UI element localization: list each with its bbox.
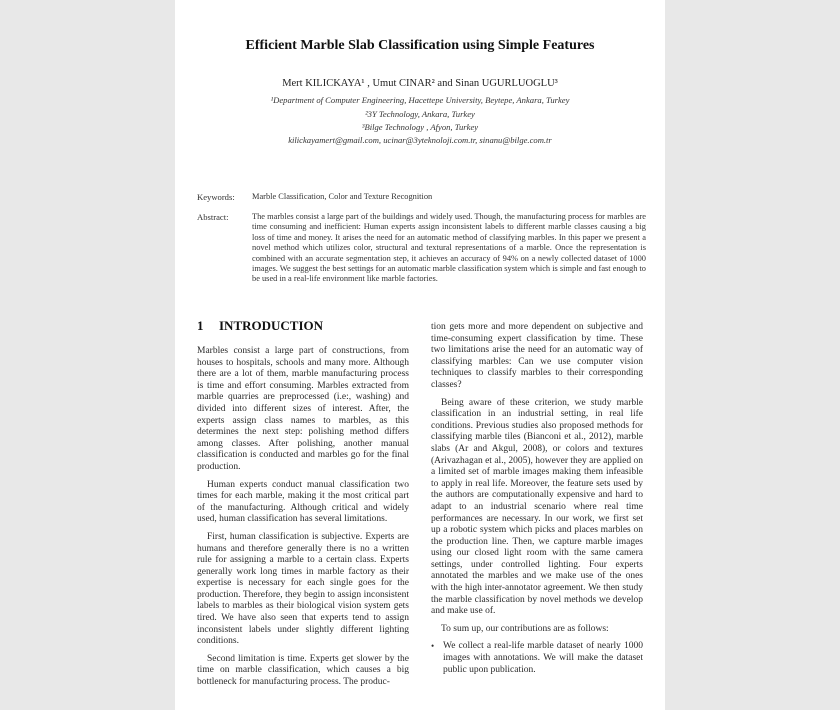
section-title: INTRODUCTION (219, 318, 324, 333)
paragraph: Second limitation is time. Experts get slower by the time on marble classification, which causes a big bottleneck for manufacturing process. The produc- (197, 653, 409, 688)
paragraph: tion gets more and more dependent on subjective and time-consuming expert classification by time. These two limitations arise the need for an automatic way of classifying marbles: Can we use computer vision techniques to classify marbles to their corresponding classes? (431, 322, 643, 390)
keywords-text: Marble Classification, Color and Texture Recognition (252, 192, 433, 201)
paragraph: Being aware of these criterion, we study marble classification in an industrial setting, in real life conditions. Previous studies also proposed methods for classifying marble tiles (Bianconi et al., 2012), marble slabs (Ar and Akgul, 2008), or colors and textures (Arivazhagan et al., 2005), however they are applied on a limited set of marble images making them infeasible to apply in real life. Moreover, the feature sets used by the authors are computationally expensive and hard to adapt to an industrial scenario where real time performances are necessary. In our work, we first set up a robotic system which picks and places marbles on the production line. Then, we capture marble images using our closed light room with the same camera settings, under controlled lighting. Four experts annotated the marbles and we make use of the ones with the high inter-annotator agreement. We then study the marble classification by novel methods we develop and make use of. (431, 397, 643, 617)
abstract-text: The marbles consist a large part of the buildings and widely used. Though, the manufacturing process for marbles are time consuming and inefficient: Human experts assign inconsistent labels to different marble classes causing a big loss of time and money. It arises the need for an automatic method of classifying marbles. In this paper we present a novel method which utilizes color, structural and textural representations of a marble. Once the representation is combined with an accurate segmentation step, it achieves an accuracy of 94% on a newly collected dataset of 1000 images. We suggest the best settings for an automatic marble classification system which is simple and fast enough to be used in a real-life environment like marble factories. (252, 212, 646, 284)
paragraph: Marbles consist a large part of constructions, from houses to hospitals, schools and many more. Although there are a lot of them, marble manufacturing process is time and effort consuming. Marbles extracted from marble quarries are preprocessed (i.e:, washing) and divided into different sizes of interest. After, the experts assign class names to marbles, as this determines the next step: polishing method differs among classes. After polishing, another manual classification is conducted and marbles go for the final production. (197, 346, 409, 472)
keywords-label: Keywords: (197, 192, 235, 202)
paragraph: To sum up, our contributions are as follows: (441, 623, 609, 634)
bullet-icon: • (431, 641, 435, 652)
paper-page (175, 0, 665, 710)
right-column (431, 322, 643, 676)
contribution-list-item (431, 641, 643, 676)
left-column (197, 346, 409, 695)
paper-title: Efficient Marble Slab Classification using Simple Features (245, 38, 595, 53)
paragraph: First, human classification is subjective. Experts are humans and therefore generally there is no a written rule for assigning a marble to a certain class. Experts generally work long times in marble factory as their expertise is necessary for each single goes for the production. Therefore, they begin to assign inconsistent labels to marbles as their biological vision system gets tired. We have also seen that experts tend to assign inconsistent labels under slightly different lighting conditions. (197, 531, 409, 647)
section-number: 1 (197, 318, 204, 333)
paragraph: Human experts conduct manual classification two times for each marble, making it the most critical part of the manufacturing. Although critical and widely used, human classification has several limitations. (197, 479, 409, 525)
paper-authors: Mert KILICKAYA¹ , Umut CINAR² and Sinan UGURLUOGLU³ (282, 78, 558, 89)
affiliation-2: ²3Y Technology, Ankara, Turkey (365, 109, 475, 119)
affiliation-1: ¹Department of Computer Engineering, Hacettepe University, Beytepe, Ankara, Turkey (270, 95, 570, 105)
author-emails: kilickayamert@gmail.com, ucinar@3yteknoloji.com.tr, sinanu@bilge.com.tr (288, 135, 552, 145)
abstract-label: Abstract: (197, 212, 229, 222)
contribution-text: We collect a real-life marble dataset of nearly 1000 images with annotations. We will make the dataset public upon publication. (443, 641, 643, 675)
section-heading (197, 318, 323, 334)
affiliation-3: ³Bilge Technology , Afyon, Turkey (361, 122, 479, 132)
